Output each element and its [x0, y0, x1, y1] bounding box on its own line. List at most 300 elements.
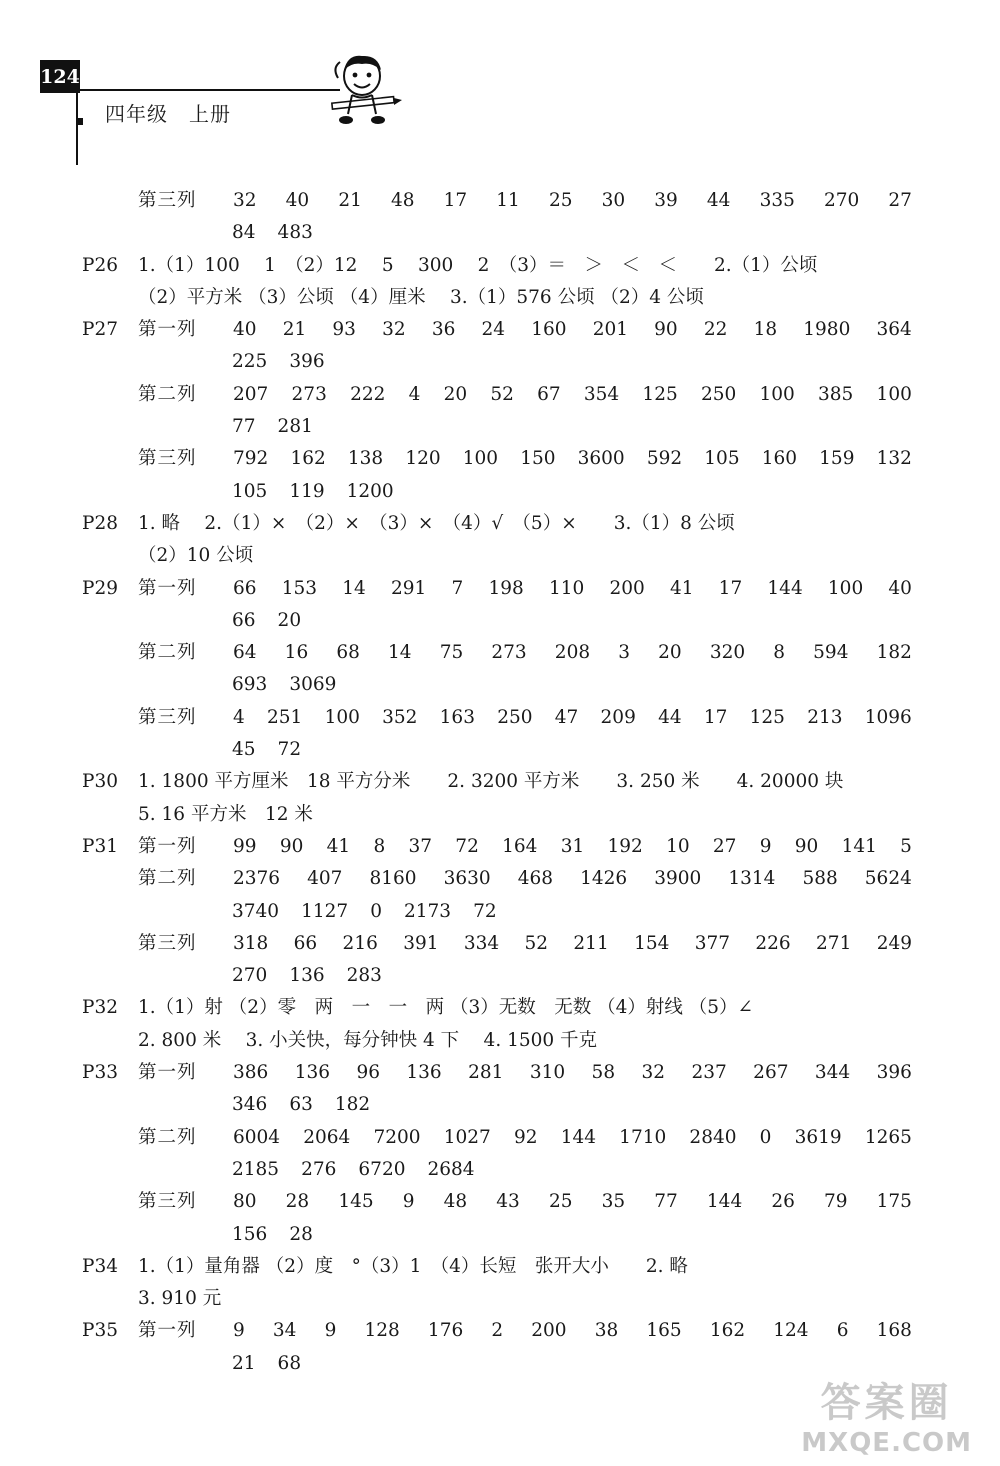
- number: 99: [233, 835, 257, 857]
- answer-text: 1. 略 2.（1）× （2）× （3）× （4）√ （5）× 3.（1）8 公顷: [138, 512, 735, 534]
- number-list: [233, 1057, 912, 1089]
- answer-line: [82, 992, 912, 1024]
- number: 3600: [577, 448, 625, 470]
- answer-line: [82, 960, 912, 992]
- column-label: 第一列: [138, 1062, 197, 1084]
- answer-text: 1.（1）100 1 （2）12 5 300 2 （3）＝ ＞ ＜ ＜ 2.（1）公顷: [138, 254, 818, 276]
- number: 2064: [303, 1126, 351, 1148]
- number: 211: [573, 932, 609, 954]
- number: 150: [520, 448, 556, 470]
- number: 0: [759, 1126, 772, 1148]
- page-ref: [82, 863, 138, 895]
- number: 2376: [233, 868, 281, 890]
- answer-line: [82, 379, 912, 411]
- answer-line: [82, 346, 912, 378]
- answer-line: [82, 669, 912, 701]
- number: 201: [592, 319, 628, 341]
- answer-text: 1.（1）量角器 （2）度 °（3）1 （4）长短 张开大小 2. 略: [138, 1255, 688, 1277]
- answer-text: 3. 910 元: [138, 1288, 222, 1310]
- grade-title: 四年级 上册: [105, 102, 231, 126]
- page-ref: [82, 1122, 138, 1154]
- number: 90: [654, 319, 678, 341]
- number: 96: [356, 1062, 380, 1084]
- continuation-numbers: [232, 896, 497, 928]
- answer-line: [82, 1219, 912, 1251]
- answer-line: [82, 1122, 912, 1154]
- number: 68: [277, 1352, 302, 1374]
- number: 162: [290, 448, 326, 470]
- page-ref: [82, 443, 138, 475]
- number: 334: [463, 932, 500, 954]
- number: 7200: [373, 1126, 421, 1148]
- page-ref: P26: [82, 254, 118, 276]
- number: 344: [814, 1062, 851, 1084]
- number: 110: [548, 577, 585, 599]
- answer-line: [82, 217, 912, 249]
- continuation-numbers: [232, 960, 382, 992]
- number: 6: [836, 1320, 849, 1342]
- continuation-numbers: [232, 1089, 370, 1121]
- number: 9: [324, 1320, 337, 1342]
- number: 44: [658, 706, 682, 728]
- number: 26: [771, 1191, 795, 1213]
- answer-text: 1. 1800 平方厘米 18 平方分米 2. 3200 平方米 3. 250 米 4. 20000 块: [138, 771, 844, 793]
- number: 216: [342, 932, 378, 954]
- continuation-numbers: [232, 476, 394, 508]
- watermark: [801, 1371, 972, 1458]
- page-ref: [82, 1025, 138, 1057]
- answer-line: [82, 1154, 912, 1186]
- number: 192: [607, 835, 643, 857]
- answer-line: [82, 1089, 912, 1121]
- number-list: [233, 831, 912, 863]
- number: 21: [338, 190, 362, 211]
- number: 168: [876, 1320, 912, 1342]
- answer-line: [82, 1025, 912, 1057]
- number: 267: [753, 1062, 789, 1084]
- answer-line: [82, 540, 912, 572]
- answer-line: [82, 476, 912, 508]
- number: 364: [876, 319, 912, 341]
- number: 182: [876, 642, 912, 664]
- number: 1980: [803, 319, 851, 341]
- number-list: [233, 702, 912, 734]
- number: 11: [496, 190, 520, 211]
- answer-line: [82, 1283, 912, 1315]
- answer-line: [82, 1186, 912, 1218]
- number: 3740: [232, 900, 280, 922]
- answer-text: （2）平方米 （3）公顷 （4）厘米 3.（1）576 公顷 （2）4 公顷: [138, 286, 704, 308]
- number: 4: [408, 383, 421, 405]
- number: 24: [481, 319, 506, 341]
- answer-line: [82, 573, 912, 605]
- number: 1200: [346, 480, 394, 502]
- number: 90: [794, 835, 819, 857]
- number: 92: [514, 1126, 538, 1148]
- number: 100: [759, 383, 795, 405]
- number: 145: [338, 1191, 374, 1213]
- page-ref: [82, 702, 138, 734]
- continuation-numbers: [232, 1219, 313, 1251]
- number: 100: [827, 577, 864, 599]
- number: 105: [704, 448, 740, 470]
- page-ref: P27: [82, 319, 118, 341]
- number: 468: [517, 868, 554, 890]
- number: 141: [841, 835, 877, 857]
- number: 153: [281, 577, 318, 599]
- page-ref: [82, 379, 138, 411]
- number: 32: [233, 190, 257, 211]
- column-label: 第二列: [138, 1126, 197, 1148]
- number: 63: [289, 1094, 313, 1116]
- number: 3900: [654, 868, 702, 890]
- number: 21: [282, 319, 307, 341]
- column-label: 第三列: [138, 190, 197, 211]
- page-ref: [82, 637, 138, 669]
- column-label: 第二列: [138, 868, 197, 890]
- number: 58: [591, 1062, 616, 1084]
- number: 5624: [864, 868, 912, 890]
- number: 352: [382, 706, 418, 728]
- number: 9: [402, 1191, 415, 1213]
- number: 8: [773, 642, 786, 664]
- number: 44: [706, 190, 731, 211]
- number: 52: [490, 383, 514, 405]
- number: 2173: [403, 900, 452, 922]
- number: 125: [749, 706, 785, 728]
- number-list: [233, 863, 912, 895]
- answer-line: [82, 185, 912, 217]
- page-ref: [82, 928, 138, 960]
- continuation-numbers: [232, 411, 313, 443]
- number-list: [233, 314, 912, 346]
- column-label: 第二列: [138, 642, 197, 664]
- page-ref: P31: [82, 835, 118, 857]
- number: 67: [537, 383, 561, 405]
- number: 270: [232, 965, 268, 987]
- number: 592: [646, 448, 683, 470]
- number: 77: [654, 1191, 678, 1213]
- number: 225: [232, 351, 268, 373]
- continuation-numbers: [232, 669, 336, 701]
- page-ref: P33: [82, 1062, 118, 1084]
- number: 3: [618, 642, 631, 664]
- number: 320: [709, 642, 746, 664]
- number: 41: [326, 835, 351, 857]
- number: 213: [807, 706, 843, 728]
- number: 283: [346, 965, 382, 987]
- number: 386: [233, 1062, 269, 1084]
- number: 144: [706, 1191, 743, 1213]
- number: 10: [666, 835, 690, 857]
- number: 72: [473, 900, 497, 922]
- column-label: 第一列: [138, 1320, 197, 1342]
- page-ref: [82, 1283, 138, 1315]
- column-label: 第三列: [138, 448, 197, 470]
- number: 2185: [232, 1158, 280, 1180]
- number: 90: [279, 835, 304, 857]
- number: 39: [654, 190, 678, 211]
- number: 198: [488, 577, 524, 599]
- mascot-boy-icon: [322, 48, 402, 130]
- continuation-numbers: [232, 1348, 301, 1380]
- number: 164: [502, 835, 538, 857]
- number: 407: [307, 868, 343, 890]
- number: 125: [642, 383, 678, 405]
- answer-line: [82, 411, 912, 443]
- number: 17: [718, 577, 743, 599]
- column-label: 第一列: [138, 835, 197, 857]
- column-label: 第三列: [138, 706, 197, 728]
- number: 22: [703, 319, 728, 341]
- number: 35: [601, 1191, 626, 1213]
- number: 66: [293, 932, 318, 954]
- number: 28: [285, 1191, 310, 1213]
- number: 37: [408, 835, 433, 857]
- number: 138: [347, 448, 384, 470]
- number: 160: [761, 448, 798, 470]
- number: 377: [694, 932, 731, 954]
- number: 17: [703, 706, 728, 728]
- number: 1027: [443, 1126, 491, 1148]
- page-ref: [82, 185, 138, 217]
- page-ref: [82, 282, 138, 314]
- answer-text: 2. 800 米 3. 小关快，每分钟快 4 下 4. 1500 千克: [138, 1029, 598, 1051]
- number: 209: [600, 706, 636, 728]
- answer-line: [82, 605, 912, 637]
- number: 105: [232, 480, 268, 502]
- number: 40: [888, 577, 912, 599]
- number: 25: [548, 190, 573, 211]
- number: 128: [364, 1320, 400, 1342]
- number: 6004: [233, 1126, 281, 1148]
- page-ref: [82, 799, 138, 831]
- answer-line: [82, 1251, 912, 1283]
- page-ref: [82, 540, 138, 572]
- number: 18: [753, 319, 778, 341]
- number: 6720: [358, 1158, 406, 1180]
- number: 163: [439, 706, 475, 728]
- number: 222: [350, 383, 386, 405]
- number: 385: [818, 383, 854, 405]
- number: 136: [294, 1062, 331, 1084]
- number: 132: [876, 448, 912, 470]
- number: 84: [232, 222, 256, 244]
- number: 281: [277, 416, 313, 438]
- page-ref: P32: [82, 997, 118, 1019]
- number: 271: [816, 932, 852, 954]
- continuation-numbers: [232, 605, 301, 637]
- number: 291: [390, 577, 427, 599]
- number: 237: [691, 1062, 727, 1084]
- number: 36: [431, 319, 456, 341]
- number: 38: [594, 1320, 619, 1342]
- answer-line: [82, 314, 912, 346]
- number: 17: [443, 190, 468, 211]
- answer-line: [82, 250, 912, 282]
- number: 276: [301, 1158, 337, 1180]
- watermark-url: MXQE.COM: [801, 1428, 972, 1458]
- number: 250: [700, 383, 737, 405]
- continuation-numbers: [232, 1154, 475, 1186]
- margin-rule: [76, 93, 78, 165]
- number: 4: [233, 706, 245, 728]
- number: 2: [491, 1320, 504, 1342]
- number: 120: [405, 448, 441, 470]
- number: 77: [232, 416, 256, 438]
- number: 396: [289, 351, 325, 373]
- number: 318: [233, 932, 269, 954]
- number: 20: [658, 642, 682, 664]
- number: 396: [876, 1062, 912, 1084]
- answer-line: [82, 799, 912, 831]
- number: 48: [443, 1191, 468, 1213]
- answer-line: [82, 896, 912, 928]
- number: 41: [669, 577, 694, 599]
- number-list: [233, 1186, 912, 1218]
- number: 270: [823, 190, 860, 211]
- number: 0: [370, 900, 382, 922]
- number: 100: [324, 706, 360, 728]
- number: 335: [759, 190, 795, 211]
- number: 30: [601, 190, 626, 211]
- number: 136: [289, 965, 325, 987]
- number-list: [233, 1315, 912, 1347]
- number: 182: [334, 1094, 371, 1116]
- answer-content: [82, 185, 912, 1380]
- number: 208: [554, 642, 591, 664]
- page-ref: [82, 1186, 138, 1218]
- number: 159: [819, 448, 855, 470]
- answer-text: 5. 16 平方米 12 米: [138, 803, 313, 825]
- number: 154: [634, 932, 670, 954]
- number: 144: [560, 1126, 597, 1148]
- number: 52: [524, 932, 549, 954]
- number: 20: [443, 383, 468, 405]
- number: 1265: [864, 1126, 912, 1148]
- number: 27: [712, 835, 737, 857]
- answer-line: [82, 1057, 912, 1089]
- page-ref: P30: [82, 771, 118, 793]
- number: 1127: [301, 900, 349, 922]
- number: 64: [233, 642, 257, 664]
- number: 93: [332, 319, 356, 341]
- number: 28: [289, 1223, 313, 1245]
- number: 2840: [689, 1126, 737, 1148]
- number: 594: [813, 642, 849, 664]
- page-ref: P34: [82, 1255, 118, 1277]
- number: 200: [531, 1320, 567, 1342]
- number: 281: [468, 1062, 504, 1084]
- answer-line: [82, 637, 912, 669]
- answer-line: [82, 443, 912, 475]
- number: 175: [876, 1191, 912, 1213]
- number: 1710: [619, 1126, 667, 1148]
- number: 14: [388, 642, 412, 664]
- answer-line: [82, 282, 912, 314]
- number-list: [233, 379, 912, 411]
- answer-line: [82, 1348, 912, 1380]
- number-list: [233, 928, 912, 960]
- answer-line: [82, 702, 912, 734]
- number: 273: [291, 383, 327, 405]
- number: 354: [583, 383, 620, 405]
- number: 47: [554, 706, 579, 728]
- number: 32: [382, 319, 406, 341]
- number: 79: [823, 1191, 848, 1213]
- number: 2684: [427, 1158, 475, 1180]
- header-marker: [76, 118, 83, 125]
- number: 1096: [864, 706, 912, 728]
- number: 7: [451, 577, 464, 599]
- number: 3630: [443, 868, 491, 890]
- number: 14: [342, 577, 366, 599]
- column-label: 第三列: [138, 932, 197, 954]
- watermark-title: 答案圈: [820, 1380, 953, 1426]
- page-ref: P28: [82, 512, 118, 534]
- page-number: 124: [40, 60, 80, 93]
- number: 34: [272, 1320, 297, 1342]
- column-label: 第一列: [138, 319, 197, 341]
- number: 792: [233, 448, 269, 470]
- page-ref: P35: [82, 1320, 118, 1342]
- continuation-numbers: [232, 217, 313, 249]
- answer-line: [82, 831, 912, 863]
- answer-line: [82, 863, 912, 895]
- number: 249: [876, 932, 912, 954]
- continuation-numbers: [232, 734, 301, 766]
- answer-line: [82, 766, 912, 798]
- answer-line: [82, 734, 912, 766]
- number: 43: [496, 1191, 520, 1213]
- number: 119: [289, 480, 325, 502]
- number: 136: [406, 1062, 442, 1084]
- column-label: 第一列: [138, 577, 197, 599]
- number: 310: [529, 1062, 566, 1084]
- number: 45: [232, 739, 256, 761]
- column-label: 第二列: [138, 383, 197, 405]
- number: 588: [802, 868, 838, 890]
- number: 100: [876, 383, 912, 405]
- number: 226: [755, 932, 791, 954]
- number: 5: [900, 835, 912, 857]
- answer-line: [82, 1315, 912, 1347]
- answer-text: （2）10 公顷: [138, 545, 254, 567]
- number: 25: [548, 1191, 573, 1213]
- number: 20: [277, 609, 302, 631]
- number: 66: [233, 577, 257, 599]
- number: 32: [641, 1062, 666, 1084]
- answer-line: [82, 928, 912, 960]
- number-list: [233, 443, 912, 475]
- number: 3069: [289, 674, 337, 696]
- continuation-numbers: [232, 346, 325, 378]
- number: 250: [497, 706, 533, 728]
- number: 162: [709, 1320, 746, 1342]
- number: 80: [233, 1191, 257, 1213]
- number: 40: [233, 319, 257, 341]
- number: 693: [232, 674, 268, 696]
- number: 124: [773, 1320, 809, 1342]
- answer-line: [82, 508, 912, 540]
- number: 8: [373, 835, 386, 857]
- number: 72: [455, 835, 479, 857]
- number: 176: [427, 1320, 464, 1342]
- number-list: [233, 573, 912, 605]
- number: 9: [759, 835, 772, 857]
- number: 75: [439, 642, 464, 664]
- number: 251: [267, 706, 303, 728]
